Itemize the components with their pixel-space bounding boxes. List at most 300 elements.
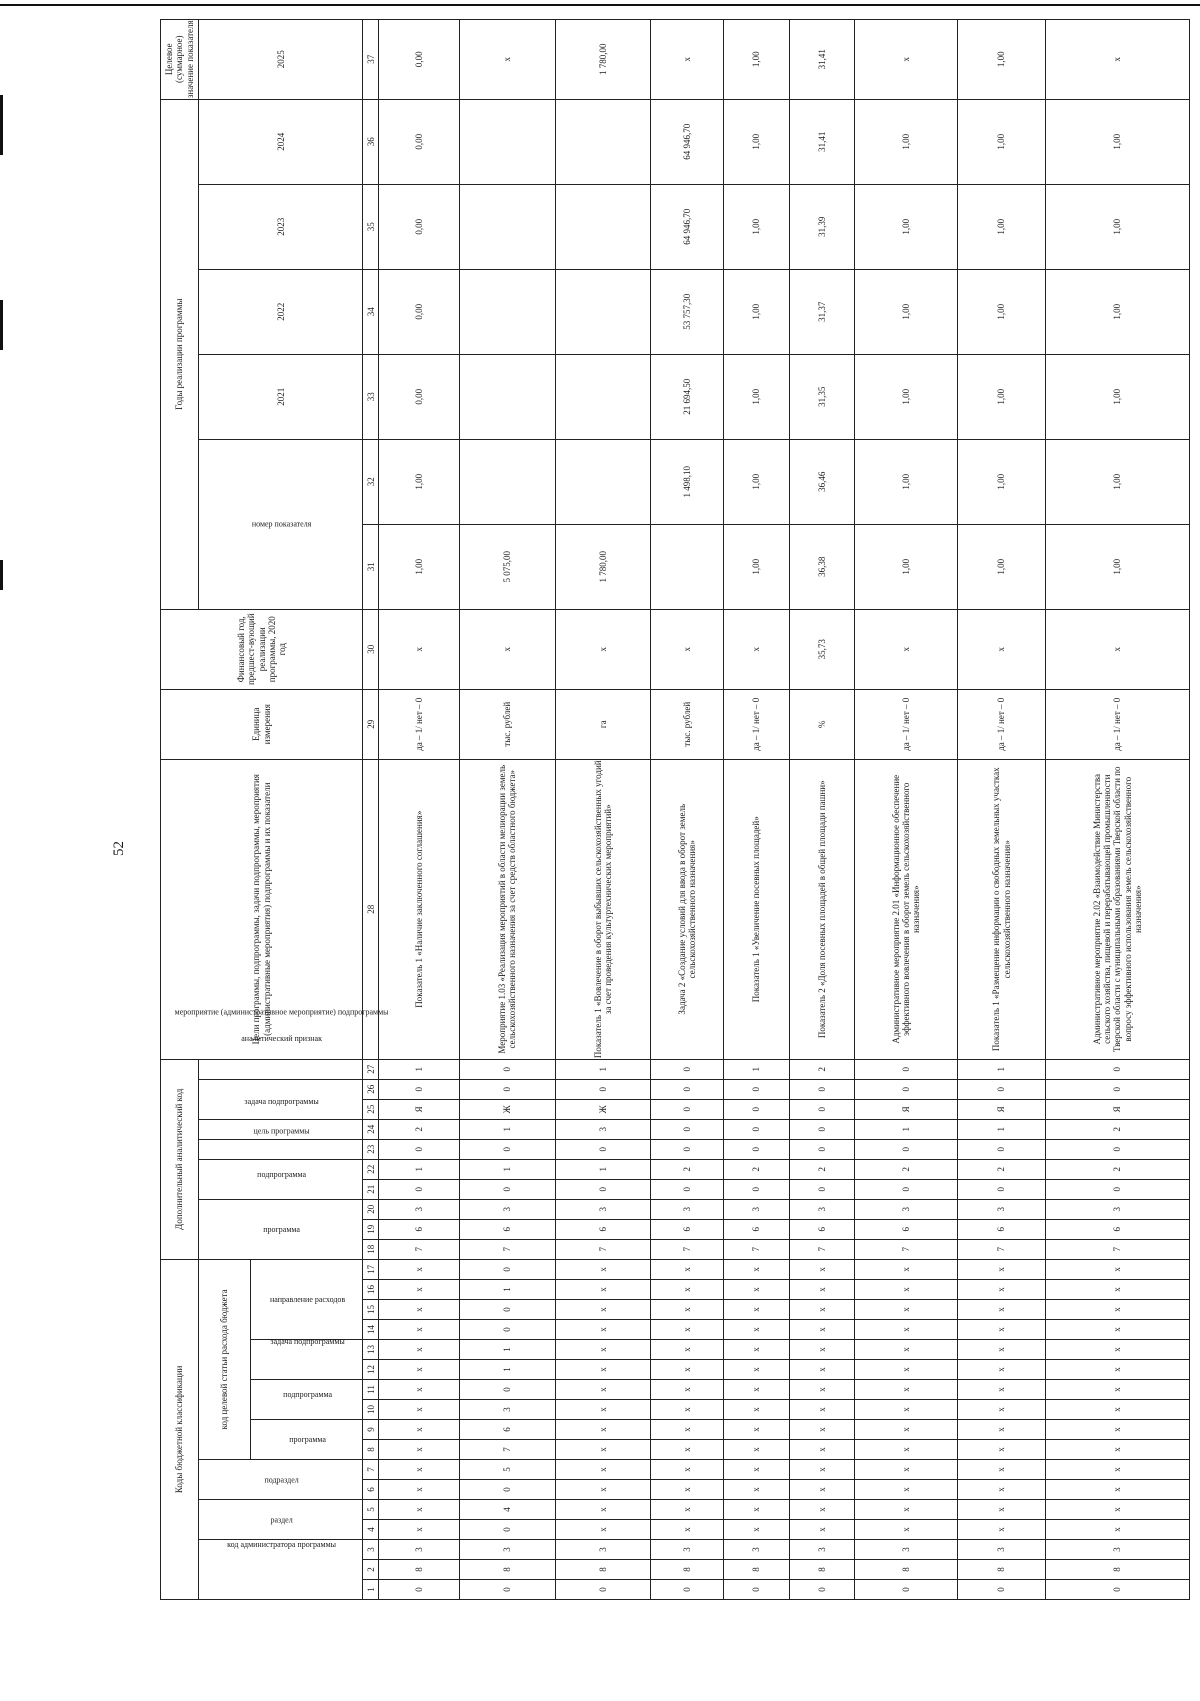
column-number: 14 <box>363 1320 379 1340</box>
year-value-cell: 1,00 <box>1045 439 1189 524</box>
code-cell: 0 <box>379 1079 460 1099</box>
code-cell: x <box>854 1480 957 1500</box>
code-cell: 5 <box>460 1460 556 1480</box>
table-row <box>1045 19 1189 1599</box>
code-cell: 0 <box>789 1139 854 1159</box>
year-value-cell: 53 757,30 <box>651 269 724 354</box>
code-cell: 2 <box>379 1119 460 1139</box>
code-cell: x <box>789 1380 854 1400</box>
header-year-2022: 2022 <box>199 269 363 354</box>
year-value-cell: 1,00 <box>958 439 1046 524</box>
year-value-cell: 1,00 <box>854 439 957 524</box>
column-number: 30 <box>363 609 379 689</box>
column-number: 6 <box>363 1480 379 1500</box>
header-program-goal-label: цель программы <box>253 1126 310 1136</box>
code-cell: 2 <box>854 1159 957 1179</box>
code-cell: 0 <box>555 1580 651 1600</box>
code-cell: 0 <box>379 1139 460 1159</box>
header-program-goal <box>199 1126 363 1159</box>
code-cell: 0 <box>379 1580 460 1600</box>
column-number: 22 <box>363 1159 379 1179</box>
code-cell: x <box>555 1320 651 1340</box>
code-cell: x <box>854 1360 957 1380</box>
code-cell: x <box>555 1280 651 1300</box>
code-cell: x <box>1045 1520 1189 1540</box>
target-value-cell: x <box>651 19 724 99</box>
fin-year-cell: x <box>854 609 957 689</box>
scan-artifact-left-2 <box>0 300 3 350</box>
code-cell: 0 <box>555 1139 651 1159</box>
header-indicator-no <box>199 439 363 609</box>
year-value-cell <box>460 269 556 354</box>
header-years-group: Годы реализации программы <box>161 99 199 609</box>
code-cell: x <box>555 1340 651 1360</box>
column-number: 3 <box>363 1540 379 1560</box>
code-cell: 1 <box>460 1280 556 1300</box>
code-cell: Ж <box>460 1099 556 1119</box>
code-cell: 6 <box>958 1219 1046 1239</box>
code-cell: x <box>555 1520 651 1540</box>
code-cell: 3 <box>724 1199 789 1219</box>
code-cell: x <box>854 1300 957 1320</box>
year-value-cell: 31,35 <box>789 354 854 439</box>
code-cell: x <box>651 1259 724 1279</box>
target-value-cell: x <box>460 19 556 99</box>
code-cell: x <box>789 1280 854 1300</box>
column-number: 12 <box>363 1360 379 1380</box>
year-value-cell: 1,00 <box>724 269 789 354</box>
code-cell: x <box>1045 1280 1189 1300</box>
code-cell: 0 <box>1045 1580 1189 1600</box>
goal-text-cell: Административное мероприятие 2.01 «Информационное обеспечение эффективного вовлечения в оборот земель сельскохозяйственного назначения» <box>854 759 957 1059</box>
year-value-cell: 64 946,70 <box>651 99 724 184</box>
code-cell: 1 <box>724 1059 789 1079</box>
column-number: 19 <box>363 1219 379 1239</box>
code-cell: x <box>1045 1460 1189 1480</box>
code-cell: 0 <box>651 1139 724 1159</box>
code-cell: 0 <box>555 1079 651 1099</box>
goal-text-cell: Показатель 1 «Увеличение посевных площадей» <box>724 759 789 1059</box>
target-value-cell: 31,41 <box>789 19 854 99</box>
header-admin-code <box>199 1540 363 1600</box>
code-cell: x <box>958 1280 1046 1300</box>
header-bk-codes: Коды бюджетной классификации <box>161 1259 199 1599</box>
goal-text-cell: Показатель 1 «Наличие заключенного соглашения» <box>379 759 460 1059</box>
code-cell: 0 <box>1045 1179 1189 1199</box>
column-number: 23 <box>363 1139 379 1159</box>
year-value-cell: 1,00 <box>958 269 1046 354</box>
header-target-code: код целевой статьи расхода бюджета <box>199 1259 251 1459</box>
year-value-cell <box>460 439 556 524</box>
code-cell: x <box>1045 1400 1189 1420</box>
code-cell: x <box>379 1360 460 1380</box>
unit-cell: да – 1/ нет – 0 <box>958 689 1046 759</box>
code-cell: x <box>1045 1300 1189 1320</box>
year-value-cell: 64 946,70 <box>651 184 724 269</box>
code-cell: x <box>555 1500 651 1520</box>
column-number: 34 <box>363 269 379 354</box>
code-cell: 8 <box>789 1560 854 1580</box>
column-number: 36 <box>363 99 379 184</box>
code-cell: x <box>789 1400 854 1420</box>
header-add-subprogram <box>199 1159 363 1199</box>
code-cell: x <box>724 1280 789 1300</box>
code-cell: 1 <box>555 1059 651 1079</box>
code-cell: x <box>958 1320 1046 1340</box>
year-value-cell: 1,00 <box>958 99 1046 184</box>
code-cell: x <box>1045 1259 1189 1279</box>
code-cell: x <box>651 1420 724 1440</box>
code-cell: 2 <box>1045 1159 1189 1179</box>
code-cell: 8 <box>460 1560 556 1580</box>
table-row <box>958 19 1046 1599</box>
code-cell: x <box>958 1400 1046 1420</box>
code-cell: 7 <box>555 1239 651 1259</box>
code-cell: 0 <box>1045 1139 1189 1159</box>
code-cell: 2 <box>789 1159 854 1179</box>
column-number: 25 <box>363 1099 379 1119</box>
header-year-2023: 2023 <box>199 184 363 269</box>
code-cell: x <box>1045 1480 1189 1500</box>
header-extra-code: Дополнительный аналитический код <box>161 1059 199 1259</box>
code-cell: 7 <box>460 1440 556 1460</box>
code-cell: x <box>555 1440 651 1460</box>
year-value-cell: 1 498,10 <box>651 439 724 524</box>
year-value-cell: 1,00 <box>1045 184 1189 269</box>
code-cell: 3 <box>460 1540 556 1560</box>
code-cell: 0 <box>958 1580 1046 1600</box>
year-value-cell <box>555 354 651 439</box>
code-cell: x <box>789 1440 854 1460</box>
code-cell: 7 <box>724 1239 789 1259</box>
fin-year-cell: x <box>724 609 789 689</box>
year-value-cell: 36,46 <box>789 439 854 524</box>
code-cell: 8 <box>379 1560 460 1580</box>
header-indicator-no-label: номер показателя <box>251 519 312 529</box>
code-cell: x <box>789 1420 854 1440</box>
header-analytic-flag-label: аналитический признак <box>240 1033 322 1043</box>
year-value-cell: 1,00 <box>854 524 957 609</box>
header-add-program-label: программа <box>262 1224 300 1234</box>
unit-cell: да – 1/ нет – 0 <box>724 689 789 759</box>
code-cell: x <box>651 1300 724 1320</box>
code-cell: x <box>651 1480 724 1500</box>
code-cell: x <box>854 1380 957 1400</box>
code-cell: x <box>789 1259 854 1279</box>
header-year-2021: 2021 <box>199 354 363 439</box>
goal-text-cell: Мероприятие 1.03 «Реализация мероприятий в области мелиорации земель сельскохозяйственного назначения за счет средств областного бюджета» <box>460 759 556 1059</box>
year-value-cell: 1,00 <box>379 439 460 524</box>
code-cell: x <box>651 1400 724 1420</box>
code-cell: 0 <box>460 1480 556 1500</box>
code-cell: x <box>854 1340 957 1360</box>
code-cell: 3 <box>958 1540 1046 1560</box>
code-cell: 0 <box>854 1179 957 1199</box>
header-year-2025: 2025 <box>199 19 363 99</box>
column-number: 18 <box>363 1239 379 1259</box>
year-value-cell: 1,00 <box>724 99 789 184</box>
fin-year-cell: x <box>379 609 460 689</box>
fin-year-cell: 35,73 <box>789 609 854 689</box>
code-cell: 1 <box>460 1159 556 1179</box>
header-add-program <box>199 1199 363 1259</box>
target-value-cell: x <box>1045 19 1189 99</box>
code-cell: 7 <box>1045 1239 1189 1259</box>
code-cell: x <box>555 1480 651 1500</box>
code-cell: x <box>958 1360 1046 1380</box>
code-cell: x <box>724 1340 789 1360</box>
year-value-cell: 1,00 <box>724 524 789 609</box>
code-cell: x <box>789 1320 854 1340</box>
code-cell: 2 <box>1045 1119 1189 1139</box>
year-value-cell <box>555 269 651 354</box>
code-cell: 3 <box>460 1199 556 1219</box>
code-cell: x <box>379 1480 460 1500</box>
code-cell: 0 <box>379 1179 460 1199</box>
column-number: 20 <box>363 1199 379 1219</box>
code-cell: x <box>724 1400 789 1420</box>
code-cell: x <box>854 1280 957 1300</box>
year-value-cell: 36,38 <box>789 524 854 609</box>
code-cell: x <box>651 1440 724 1460</box>
code-cell: x <box>379 1520 460 1540</box>
code-cell: 2 <box>958 1159 1046 1179</box>
code-cell: 3 <box>789 1199 854 1219</box>
code-cell: 7 <box>379 1239 460 1259</box>
code-cell: 0 <box>460 1580 556 1600</box>
code-cell: x <box>1045 1500 1189 1520</box>
code-cell: 0 <box>724 1079 789 1099</box>
code-cell: x <box>958 1380 1046 1400</box>
code-cell: x <box>555 1360 651 1380</box>
code-cell: 1 <box>460 1340 556 1360</box>
code-cell: 0 <box>724 1119 789 1139</box>
column-number: 26 <box>363 1079 379 1099</box>
code-cell: x <box>555 1420 651 1440</box>
code-cell: 0 <box>555 1179 651 1199</box>
code-cell: x <box>379 1320 460 1340</box>
column-number: 8 <box>363 1440 379 1460</box>
year-value-cell <box>555 99 651 184</box>
year-value-cell <box>555 439 651 524</box>
code-cell: x <box>724 1259 789 1279</box>
year-value-cell: 1,00 <box>724 439 789 524</box>
code-cell: x <box>379 1380 460 1400</box>
code-cell: x <box>651 1520 724 1540</box>
code-cell: x <box>724 1440 789 1460</box>
column-number: 28 <box>363 759 379 1059</box>
code-cell: x <box>555 1300 651 1320</box>
year-value-cell: 31,37 <box>789 269 854 354</box>
year-value-cell: 1,00 <box>854 184 957 269</box>
code-cell: x <box>379 1340 460 1360</box>
code-cell: 8 <box>555 1560 651 1580</box>
code-cell: 6 <box>379 1219 460 1239</box>
year-value-cell: 1,00 <box>1045 524 1189 609</box>
header-subprogram-task-label: задача подпрограммы <box>269 1337 345 1347</box>
code-cell: 8 <box>854 1560 957 1580</box>
code-cell: 3 <box>555 1119 651 1139</box>
code-cell: x <box>854 1400 957 1420</box>
header-analytic-flag <box>199 1033 363 1079</box>
code-cell: x <box>958 1480 1046 1500</box>
code-cell: x <box>958 1460 1046 1480</box>
code-cell: 0 <box>789 1580 854 1600</box>
header-add-event-label: мероприятие (административное мероприятие) подпрограммы <box>174 1007 389 1017</box>
code-cell: x <box>651 1340 724 1360</box>
year-value-cell: 1,00 <box>724 184 789 269</box>
table-row <box>651 19 724 1599</box>
code-cell: 0 <box>651 1119 724 1139</box>
code-cell: 8 <box>724 1560 789 1580</box>
header-subsection-label: подраздел <box>264 1474 299 1484</box>
code-cell: 0 <box>958 1179 1046 1199</box>
year-value-cell <box>460 99 556 184</box>
code-cell: 3 <box>854 1199 957 1219</box>
code-cell: 3 <box>651 1540 724 1560</box>
year-value-cell: 1,00 <box>854 269 957 354</box>
code-cell: 0 <box>854 1139 957 1159</box>
code-cell: x <box>724 1320 789 1340</box>
code-cell: x <box>1045 1420 1189 1440</box>
column-number: 27 <box>363 1059 379 1079</box>
code-cell: 7 <box>651 1239 724 1259</box>
column-number: 2 <box>363 1560 379 1580</box>
column-number: 13 <box>363 1340 379 1360</box>
column-number: 21 <box>363 1179 379 1199</box>
target-value-cell: x <box>854 19 957 99</box>
code-cell: x <box>1045 1360 1189 1380</box>
table-row <box>789 19 854 1599</box>
year-value-cell: 1,00 <box>958 524 1046 609</box>
code-cell: Ж <box>555 1099 651 1119</box>
column-number: 29 <box>363 689 379 759</box>
code-cell: 6 <box>555 1219 651 1239</box>
year-value-cell: 1,00 <box>1045 269 1189 354</box>
code-cell: 0 <box>958 1079 1046 1099</box>
code-cell: x <box>379 1280 460 1300</box>
unit-cell: тыс. рублей <box>651 689 724 759</box>
header-expense-direction-label: направление расходов <box>269 1294 345 1304</box>
header-program-label: программа <box>288 1434 326 1444</box>
code-cell: 0 <box>854 1059 957 1079</box>
column-number: 11 <box>363 1380 379 1400</box>
code-cell: x <box>724 1380 789 1400</box>
header-unit: Единица измерения <box>161 689 363 759</box>
year-value-cell: 1,00 <box>854 354 957 439</box>
year-value-cell: 31,39 <box>789 184 854 269</box>
code-cell: x <box>724 1300 789 1320</box>
code-cell: 0 <box>460 1380 556 1400</box>
code-cell: 0 <box>460 1139 556 1159</box>
code-cell: x <box>789 1460 854 1480</box>
table-row <box>724 19 789 1599</box>
year-value-cell: 0,00 <box>379 269 460 354</box>
goal-text-cell: Административное мероприятие 2.02 «Взаимодействие Министерства сельского хозяйства, пищевой и перерабатывающей промышленности Тверской области с муниципальными образованиями Тверской области по вопросу эффективного использования земель сельскохозяйственного назначения» <box>1045 759 1189 1059</box>
code-cell: 3 <box>460 1400 556 1420</box>
code-cell: 7 <box>789 1239 854 1259</box>
scan-artifact-top <box>0 4 1200 6</box>
code-cell: 0 <box>460 1179 556 1199</box>
code-cell: x <box>724 1520 789 1540</box>
code-cell: 6 <box>460 1420 556 1440</box>
code-cell: 6 <box>460 1219 556 1239</box>
code-cell: 3 <box>555 1199 651 1219</box>
code-cell: Я <box>958 1099 1046 1119</box>
code-cell: 0 <box>460 1300 556 1320</box>
target-value-cell: 1,00 <box>724 19 789 99</box>
code-cell: 0 <box>789 1179 854 1199</box>
code-cell: 6 <box>1045 1219 1189 1239</box>
code-cell: 0 <box>724 1139 789 1159</box>
code-cell: 0 <box>460 1320 556 1340</box>
code-cell: 1 <box>460 1360 556 1380</box>
column-number: 1 <box>363 1580 379 1600</box>
year-value-cell: 5 075,00 <box>460 524 556 609</box>
year-value-cell: 31,41 <box>789 99 854 184</box>
code-cell: x <box>789 1480 854 1500</box>
code-cell: 0 <box>789 1119 854 1139</box>
column-number: 31 <box>363 524 379 609</box>
fin-year-cell: x <box>460 609 556 689</box>
column-number: 17 <box>363 1259 379 1279</box>
header-subprogram-task <box>250 1337 362 1380</box>
code-cell: 6 <box>789 1219 854 1239</box>
code-cell: x <box>724 1460 789 1480</box>
code-cell: 2 <box>724 1159 789 1179</box>
code-cell: x <box>958 1500 1046 1520</box>
header-subsection <box>199 1460 363 1500</box>
fin-year-cell: x <box>1045 609 1189 689</box>
code-cell: x <box>651 1460 724 1480</box>
scan-artifact-left-1 <box>0 95 3 155</box>
code-cell: x <box>651 1360 724 1380</box>
fin-year-cell: x <box>958 609 1046 689</box>
goal-text-cell: Показатель 1 «Размещение информации о свободных земельных участках сельскохозяйственного назначения» <box>958 759 1046 1059</box>
code-cell: 1 <box>379 1059 460 1079</box>
code-cell: 1 <box>854 1119 957 1139</box>
code-cell: 3 <box>555 1540 651 1560</box>
year-value-cell <box>555 184 651 269</box>
header-program <box>250 1420 362 1460</box>
header-target-value: Целевое (суммарное) значение показателя <box>161 19 199 99</box>
column-number: 35 <box>363 184 379 269</box>
header-subprogram <box>250 1380 362 1420</box>
fin-year-cell: x <box>555 609 651 689</box>
code-cell: x <box>651 1320 724 1340</box>
code-cell: 3 <box>958 1199 1046 1219</box>
column-number: 9 <box>363 1420 379 1440</box>
code-cell: x <box>724 1500 789 1520</box>
code-cell: x <box>789 1520 854 1540</box>
code-cell: 8 <box>1045 1560 1189 1580</box>
goal-text-cell: Показатель 1 «Вовлечение в оборот выбывших сельскохозяйственных угодий за счет проведения культуртехнических мероприятий» <box>555 759 651 1059</box>
code-cell: x <box>854 1460 957 1480</box>
code-cell: 1 <box>958 1059 1046 1079</box>
header-admin-code-label: код администратора программы <box>226 1539 336 1549</box>
code-cell: 3 <box>724 1540 789 1560</box>
code-cell: 1 <box>379 1159 460 1179</box>
code-cell: 6 <box>854 1219 957 1239</box>
code-cell: 0 <box>651 1099 724 1119</box>
column-number: 37 <box>363 19 379 99</box>
code-cell: x <box>379 1460 460 1480</box>
code-cell: x <box>1045 1320 1189 1340</box>
header-expense-direction <box>250 1259 362 1339</box>
code-cell: 0 <box>460 1520 556 1540</box>
code-cell: 3 <box>379 1199 460 1219</box>
column-number: 24 <box>363 1119 379 1139</box>
